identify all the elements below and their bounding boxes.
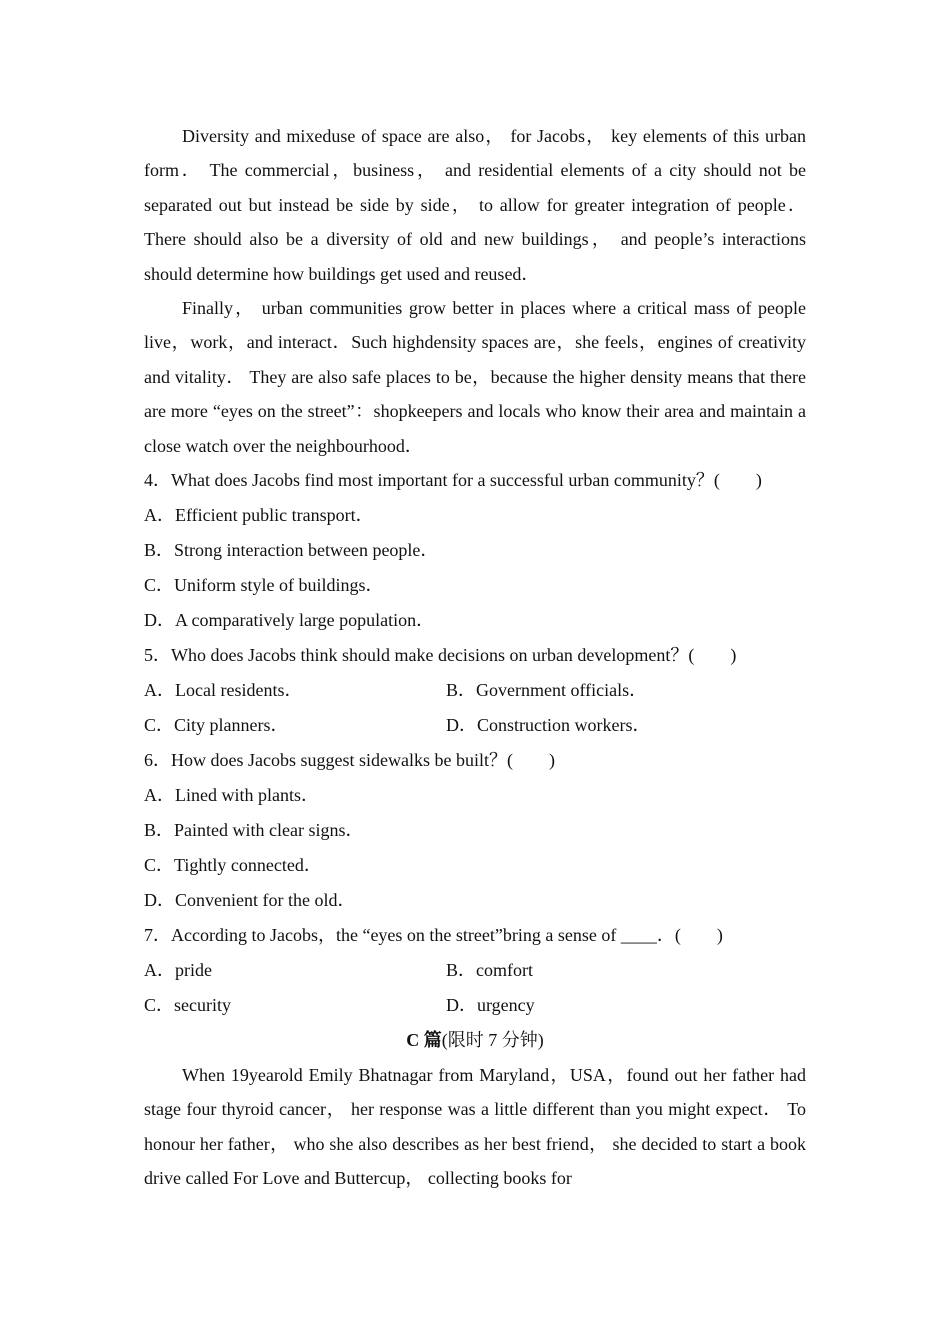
question-6-option-d[interactable]: D．Convenient for the old． [144,890,356,911]
question-7-option-d[interactable]: D．urgency [446,995,535,1016]
option-row [144,708,806,743]
question-7-stem: 7．According to Jacobs，the “eyes on the street”bring a sense of ____．( ) [144,925,723,946]
question-4-stem: 4．What does Jacobs find most important for a successful urban community？( ) [144,470,762,491]
passage-paragraph: When 19yearold Emily Bhatnagar from Maryland，USA，found out her father had stage four thyroid cancer， her response was a little different than you might expect． To honour her father， who she also describes as her best friend， she decided to start a book drive called For Love and Buttercup， collecting books for [144,1065,806,1189]
section-title [144,1023,806,1058]
section-time-limit: (限时 7 分钟) [441,1030,544,1051]
question-5-option-d[interactable]: D．Construction workers． [446,715,651,736]
option-row [144,673,806,708]
question-6-option-b[interactable]: B．Painted with clear signs． [144,820,364,841]
question-5-option-b[interactable]: B．Government officials． [446,680,648,701]
question-4-option-b[interactable]: B．Strong interaction between people． [144,540,439,561]
question-7-option-a[interactable]: A．pride [144,960,212,981]
question-7-option-b[interactable]: B．comfort [446,960,533,981]
option-row [144,988,806,1023]
question-4-option-c[interactable]: C．Uniform style of buildings． [144,575,384,596]
question-7-option-c[interactable]: C．security [144,995,231,1016]
question-6-option-c[interactable]: C．Tightly connected． [144,855,322,876]
option-row [144,953,806,988]
question-5-option-a[interactable]: A．Local residents． [144,680,303,701]
question-6-option-a[interactable]: A．Lined with plants． [144,785,319,806]
question-4-option-d[interactable]: D．A comparatively large population． [144,610,435,631]
question-5-option-c[interactable]: C．City planners． [144,715,289,736]
exam-page [144,119,806,1196]
question-4-option-a[interactable]: A．Efficient public transport． [144,505,374,526]
question-5-stem: 5．Who does Jacobs think should make decisions on urban development？( ) [144,645,737,666]
passage-paragraph: Diversity and mixeduse of space are also， for Jacobs， key elements of this urban form． The commercial，business， and residential elements of a city should not be separated out but instead be side by side， to allow for greater integration of people． There should also be a diversity of old and new buildings， and people’s interactions should determine how buildings get used and reused． [144,126,806,284]
passage-paragraph: Finally， urban communities grow better in places where a critical mass of people live，work，and interact．Such highdensity spaces are，she feels，engines of creativity and vitality． They are also safe places to be，because the higher density means that there are more “eyes on the street”：shopkeepers and locals who know their area and maintain a close watch over the neighbourhood． [144,298,806,456]
section-label: C 篇 [406,1030,442,1051]
question-6-stem: 6．How does Jacobs suggest sidewalks be built？( ) [144,750,555,771]
